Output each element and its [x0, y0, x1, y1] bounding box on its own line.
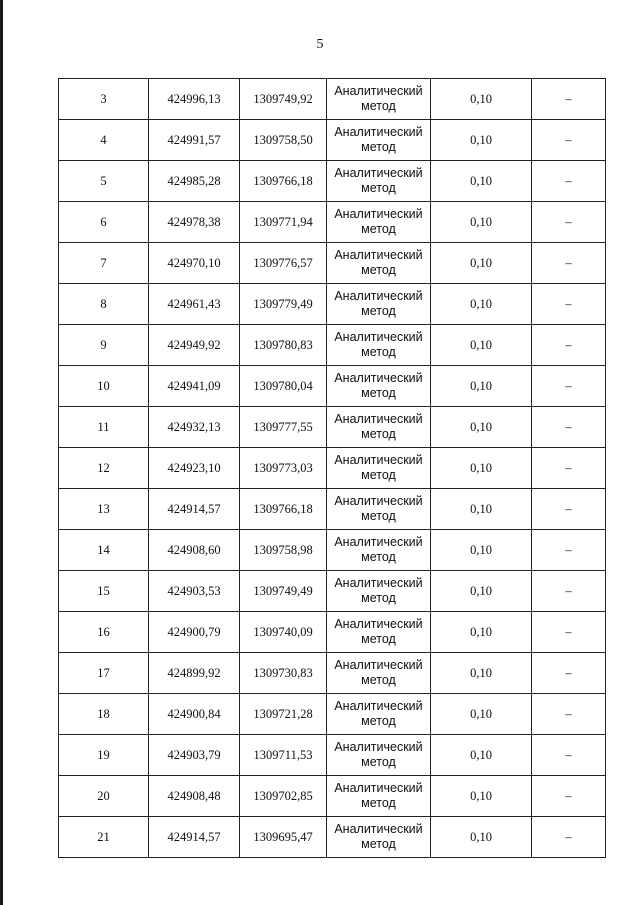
accuracy-cell: 0,10: [431, 366, 532, 407]
point-number-cell: 6: [59, 202, 149, 243]
table-row: [59, 817, 606, 858]
note-cell: –: [532, 284, 606, 325]
point-number-cell: 14: [59, 530, 149, 571]
method-cell: [327, 571, 431, 612]
y-coordinate-cell: 1309695,47: [240, 817, 327, 858]
table-row: [59, 612, 606, 653]
table-row: [59, 243, 606, 284]
table-row: [59, 79, 606, 120]
x-coordinate-cell: 424903,79: [149, 735, 240, 776]
method-cell: [327, 776, 431, 817]
accuracy-cell: 0,10: [431, 202, 532, 243]
x-coordinate-cell: 424908,48: [149, 776, 240, 817]
table-row: [59, 694, 606, 735]
y-coordinate-cell: 1309766,18: [240, 489, 327, 530]
accuracy-cell: 0,10: [431, 694, 532, 735]
method-line-1: Аналитический: [334, 658, 423, 672]
y-coordinate-cell: 1309773,03: [240, 448, 327, 489]
method-line-2: метод: [361, 181, 396, 195]
method-line-2: метод: [361, 632, 396, 646]
point-number-cell: 3: [59, 79, 149, 120]
point-number-cell: 16: [59, 612, 149, 653]
method-cell: [327, 407, 431, 448]
method-line-2: метод: [361, 796, 396, 810]
method-cell: [327, 284, 431, 325]
method-cell: [327, 530, 431, 571]
page-number: 5: [316, 37, 324, 52]
method-line-1: Аналитический: [334, 125, 423, 139]
method-line-1: Аналитический: [334, 617, 423, 631]
method-cell: [327, 161, 431, 202]
point-number-cell: 18: [59, 694, 149, 735]
method-line-1: Аналитический: [334, 289, 423, 303]
y-coordinate-cell: 1309749,92: [240, 79, 327, 120]
method-line-2: метод: [361, 714, 396, 728]
x-coordinate-cell: 424923,10: [149, 448, 240, 489]
accuracy-cell: 0,10: [431, 120, 532, 161]
method-line-1: Аналитический: [334, 494, 423, 508]
note-cell: –: [532, 653, 606, 694]
note-cell: –: [532, 325, 606, 366]
y-coordinate-cell: 1309749,49: [240, 571, 327, 612]
accuracy-cell: 0,10: [431, 79, 532, 120]
table-row: [59, 571, 606, 612]
method-line-2: метод: [361, 550, 396, 564]
point-number-cell: 19: [59, 735, 149, 776]
method-cell: [327, 325, 431, 366]
note-cell: –: [532, 489, 606, 530]
scan-edge: [0, 0, 3, 905]
y-coordinate-cell: 1309730,83: [240, 653, 327, 694]
note-cell: –: [532, 571, 606, 612]
y-coordinate-cell: 1309721,28: [240, 694, 327, 735]
method-line-2: метод: [361, 345, 396, 359]
method-line-2: метод: [361, 468, 396, 482]
y-coordinate-cell: 1309766,18: [240, 161, 327, 202]
method-line-2: метод: [361, 263, 396, 277]
note-cell: –: [532, 817, 606, 858]
y-coordinate-cell: 1309702,85: [240, 776, 327, 817]
point-number-cell: 12: [59, 448, 149, 489]
method-line-1: Аналитический: [334, 576, 423, 590]
method-cell: [327, 120, 431, 161]
table-row: [59, 284, 606, 325]
method-line-1: Аналитический: [334, 207, 423, 221]
accuracy-cell: 0,10: [431, 653, 532, 694]
method-line-1: Аналитический: [334, 781, 423, 795]
point-number-cell: 8: [59, 284, 149, 325]
coordinates-table: [58, 78, 606, 858]
x-coordinate-cell: 424996,13: [149, 79, 240, 120]
y-coordinate-cell: 1309780,04: [240, 366, 327, 407]
method-line-2: метод: [361, 99, 396, 113]
method-cell: [327, 366, 431, 407]
table-body: [59, 79, 606, 858]
point-number-cell: 5: [59, 161, 149, 202]
table-row: [59, 530, 606, 571]
x-coordinate-cell: 424991,57: [149, 120, 240, 161]
accuracy-cell: 0,10: [431, 776, 532, 817]
note-cell: –: [532, 530, 606, 571]
accuracy-cell: 0,10: [431, 448, 532, 489]
point-number-cell: 4: [59, 120, 149, 161]
table-row: [59, 407, 606, 448]
note-cell: –: [532, 612, 606, 653]
table-row: [59, 202, 606, 243]
note-cell: –: [532, 407, 606, 448]
point-number-cell: 21: [59, 817, 149, 858]
point-number-cell: 11: [59, 407, 149, 448]
x-coordinate-cell: 424908,60: [149, 530, 240, 571]
x-coordinate-cell: 424900,79: [149, 612, 240, 653]
x-coordinate-cell: 424914,57: [149, 489, 240, 530]
accuracy-cell: 0,10: [431, 530, 532, 571]
note-cell: –: [532, 79, 606, 120]
x-coordinate-cell: 424941,09: [149, 366, 240, 407]
method-line-2: метод: [361, 591, 396, 605]
point-number-cell: 10: [59, 366, 149, 407]
method-line-2: метод: [361, 755, 396, 769]
table-row: [59, 325, 606, 366]
point-number-cell: 20: [59, 776, 149, 817]
method-line-1: Аналитический: [334, 84, 423, 98]
note-cell: –: [532, 202, 606, 243]
x-coordinate-cell: 424985,28: [149, 161, 240, 202]
method-cell: [327, 735, 431, 776]
table-row: [59, 161, 606, 202]
method-cell: [327, 448, 431, 489]
accuracy-cell: 0,10: [431, 161, 532, 202]
table-row: [59, 366, 606, 407]
method-cell: [327, 817, 431, 858]
point-number-cell: 15: [59, 571, 149, 612]
method-line-1: Аналитический: [334, 412, 423, 426]
method-line-1: Аналитический: [334, 371, 423, 385]
y-coordinate-cell: 1309711,53: [240, 735, 327, 776]
table-row: [59, 653, 606, 694]
accuracy-cell: 0,10: [431, 243, 532, 284]
x-coordinate-cell: 424914,57: [149, 817, 240, 858]
accuracy-cell: 0,10: [431, 735, 532, 776]
point-number-cell: 7: [59, 243, 149, 284]
note-cell: –: [532, 448, 606, 489]
method-line-2: метод: [361, 140, 396, 154]
point-number-cell: 17: [59, 653, 149, 694]
x-coordinate-cell: 424970,10: [149, 243, 240, 284]
y-coordinate-cell: 1309779,49: [240, 284, 327, 325]
method-cell: [327, 694, 431, 735]
method-line-1: Аналитический: [334, 330, 423, 344]
method-line-1: Аналитический: [334, 166, 423, 180]
y-coordinate-cell: 1309777,55: [240, 407, 327, 448]
method-line-2: метод: [361, 509, 396, 523]
method-line-1: Аналитический: [334, 453, 423, 467]
method-line-2: метод: [361, 427, 396, 441]
note-cell: –: [532, 735, 606, 776]
method-cell: [327, 202, 431, 243]
x-coordinate-cell: 424932,13: [149, 407, 240, 448]
accuracy-cell: 0,10: [431, 571, 532, 612]
y-coordinate-cell: 1309780,83: [240, 325, 327, 366]
y-coordinate-cell: 1309776,57: [240, 243, 327, 284]
accuracy-cell: 0,10: [431, 817, 532, 858]
accuracy-cell: 0,10: [431, 325, 532, 366]
method-line-2: метод: [361, 386, 396, 400]
method-cell: [327, 243, 431, 284]
note-cell: –: [532, 694, 606, 735]
note-cell: –: [532, 776, 606, 817]
accuracy-cell: 0,10: [431, 612, 532, 653]
point-number-cell: 9: [59, 325, 149, 366]
note-cell: –: [532, 161, 606, 202]
method-cell: [327, 612, 431, 653]
note-cell: –: [532, 366, 606, 407]
note-cell: –: [532, 120, 606, 161]
accuracy-cell: 0,10: [431, 284, 532, 325]
x-coordinate-cell: 424900,84: [149, 694, 240, 735]
method-line-1: Аналитический: [334, 535, 423, 549]
method-line-2: метод: [361, 673, 396, 687]
y-coordinate-cell: 1309758,50: [240, 120, 327, 161]
y-coordinate-cell: 1309740,09: [240, 612, 327, 653]
method-line-2: метод: [361, 304, 396, 318]
x-coordinate-cell: 424978,38: [149, 202, 240, 243]
method-cell: [327, 653, 431, 694]
x-coordinate-cell: 424899,92: [149, 653, 240, 694]
method-line-2: метод: [361, 837, 396, 851]
table-row: [59, 735, 606, 776]
method-line-1: Аналитический: [334, 699, 423, 713]
method-line-1: Аналитический: [334, 822, 423, 836]
method-line-1: Аналитический: [334, 248, 423, 262]
method-line-2: метод: [361, 222, 396, 236]
method-line-1: Аналитический: [334, 740, 423, 754]
y-coordinate-cell: 1309771,94: [240, 202, 327, 243]
accuracy-cell: 0,10: [431, 407, 532, 448]
table-row: [59, 120, 606, 161]
method-cell: [327, 489, 431, 530]
method-cell: [327, 79, 431, 120]
note-cell: –: [532, 243, 606, 284]
table-row: [59, 776, 606, 817]
x-coordinate-cell: 424949,92: [149, 325, 240, 366]
x-coordinate-cell: 424961,43: [149, 284, 240, 325]
point-number-cell: 13: [59, 489, 149, 530]
table-row: [59, 489, 606, 530]
x-coordinate-cell: 424903,53: [149, 571, 240, 612]
y-coordinate-cell: 1309758,98: [240, 530, 327, 571]
accuracy-cell: 0,10: [431, 489, 532, 530]
table-row: [59, 448, 606, 489]
